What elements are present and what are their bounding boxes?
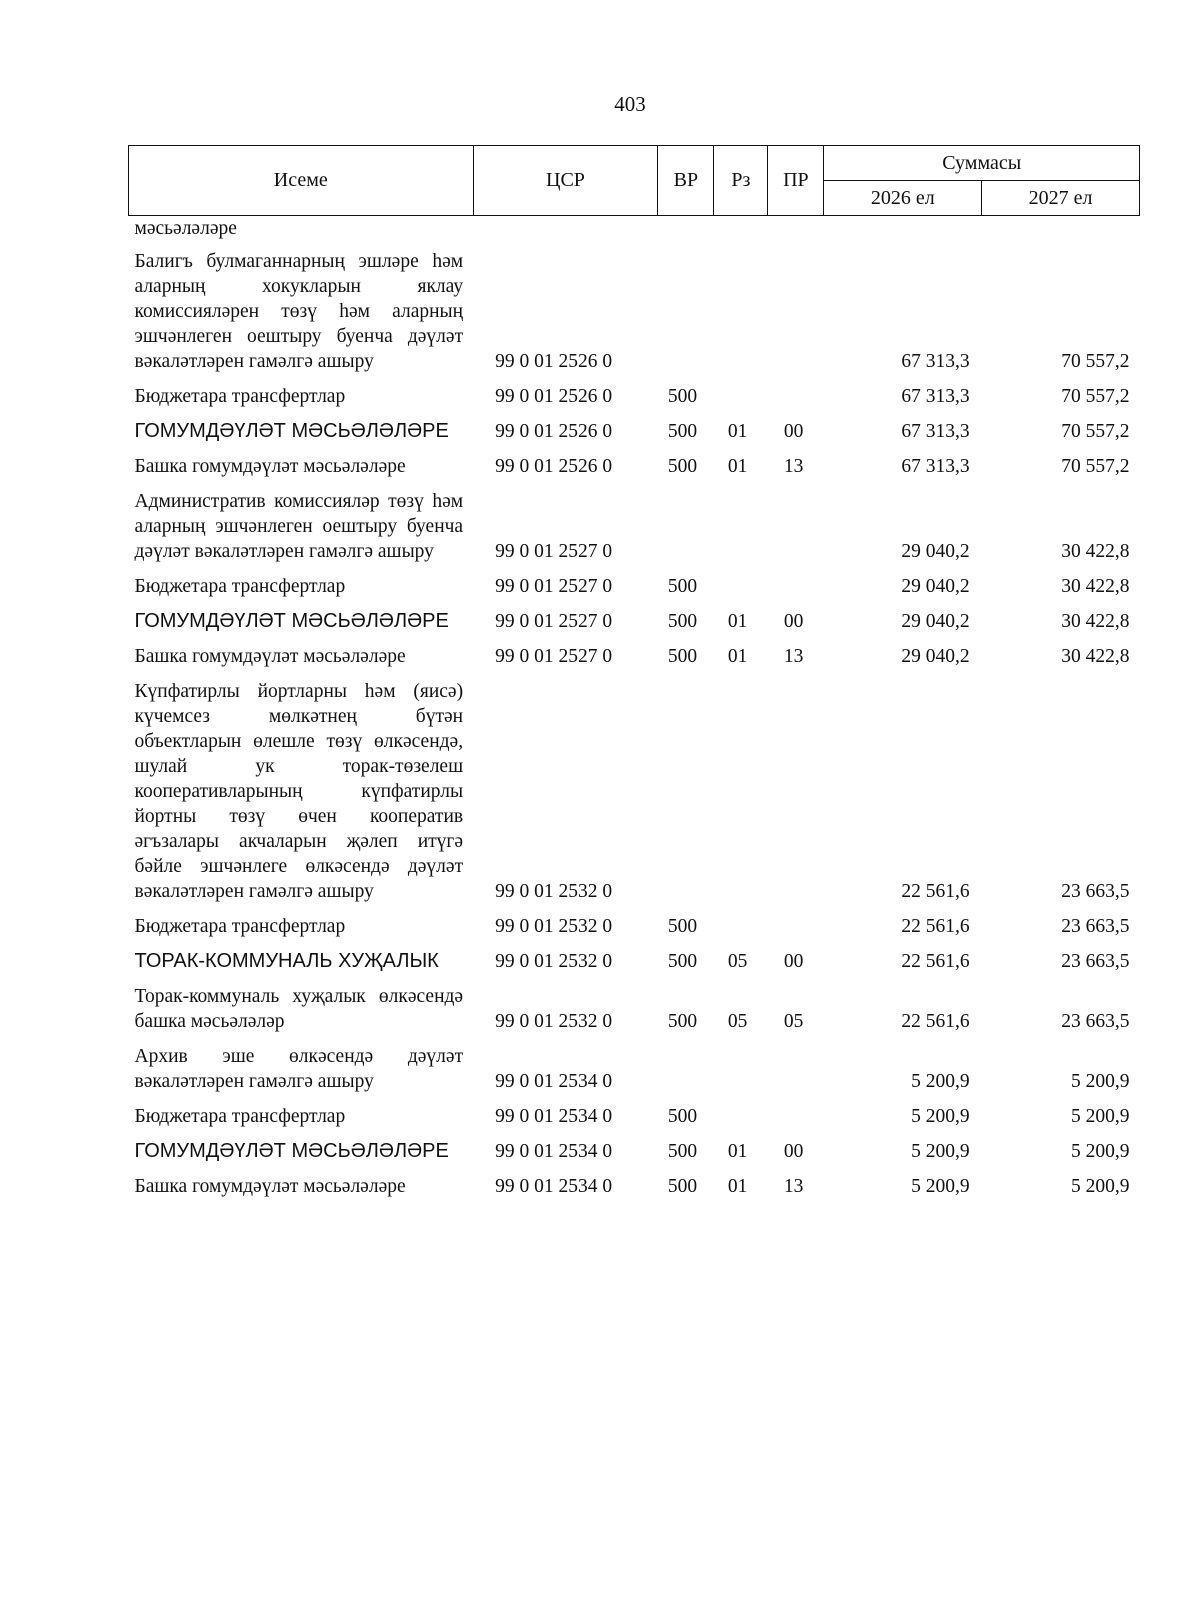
sum-2027-cell (982, 216, 1140, 242)
column-header-rz: Рз (714, 146, 768, 216)
name-cell: Башка гомумдәүләт мәсьәләләре (134, 1176, 406, 1197)
name-cell: мәсьәләләре (134, 218, 237, 239)
sum-2026-cell: 29 040,2 (901, 611, 970, 632)
vr-cell: 500 (667, 1011, 698, 1032)
vr-cell (658, 216, 714, 242)
column-header-name: Исеме (129, 146, 474, 216)
column-header-sums: Суммасы (824, 146, 1140, 181)
sum-2026-cell: 5 200,9 (911, 1106, 970, 1127)
table-row (129, 411, 1140, 446)
csr-cell: 99 0 01 2526 0 (495, 386, 613, 407)
rz-cell: 01 (727, 611, 748, 632)
name-cell: Торак-коммуналь хуҗалык өлкәсендә башка мәсьәләләр (134, 986, 464, 1032)
sum-2027-cell: 5 200,9 (1071, 1071, 1130, 1092)
pr-cell (768, 216, 824, 242)
csr-cell: 99 0 01 2527 0 (495, 541, 613, 562)
sum-2026-cell: 67 313,3 (901, 456, 970, 477)
sum-2026-cell: 5 200,9 (911, 1141, 970, 1162)
sum-2027-cell: 30 422,8 (1061, 611, 1130, 632)
vr-cell (658, 1036, 714, 1096)
sum-2026-cell: 67 313,3 (901, 386, 970, 407)
csr-cell: 99 0 01 2532 0 (495, 881, 613, 902)
name-cell: Бюджетара трансфертлар (134, 916, 346, 937)
csr-cell: 99 0 01 2526 0 (495, 421, 613, 442)
rz-cell: 05 (727, 1011, 748, 1032)
csr-cell: 99 0 01 2527 0 (495, 611, 613, 632)
table-row (129, 906, 1140, 941)
rz-cell: 01 (727, 646, 748, 667)
name-cell: ГОМУМДӘҮЛӘТ МӘСЬӘЛӘЛӘРЕ (134, 610, 449, 632)
page-number: 403 (614, 92, 646, 116)
name-cell: ТОРАК-КОММУНАЛЬ ХУҖАЛЫК (134, 950, 439, 972)
table-row (129, 671, 1140, 906)
sum-2027-cell: 70 557,2 (1061, 421, 1130, 442)
sum-2027-cell: 23 663,5 (1061, 951, 1130, 972)
vr-cell: 500 (667, 611, 698, 632)
vr-cell: 500 (667, 576, 698, 597)
pr-cell (768, 481, 824, 566)
csr-cell: 99 0 01 2532 0 (495, 951, 613, 972)
name-cell: Бюджетара трансфертлар (134, 576, 346, 597)
table-row (129, 601, 1140, 636)
table-row (129, 216, 1140, 242)
name-cell: Административ комиссияләр төзү һәм аларның эшчәнлеген оештыру буенча дәүләт вәкаләтләрен гамәлгә ашыру (134, 491, 464, 562)
table-row (129, 566, 1140, 601)
pr-cell (768, 1036, 824, 1096)
column-header-csr: ЦСР (473, 146, 658, 216)
pr-cell (768, 566, 824, 601)
rz-cell (714, 906, 768, 941)
rz-cell: 01 (727, 1141, 748, 1162)
table-row (129, 481, 1140, 566)
table-row (129, 636, 1140, 671)
table-header (129, 146, 1140, 216)
table-row (129, 1131, 1140, 1166)
table-row (129, 1036, 1140, 1096)
csr-cell: 99 0 01 2534 0 (495, 1176, 613, 1197)
sum-2026-cell: 67 313,3 (901, 351, 970, 372)
name-cell: Башка гомумдәүләт мәсьәләләре (134, 456, 406, 477)
vr-cell: 500 (667, 421, 698, 442)
csr-cell: 99 0 01 2527 0 (495, 576, 613, 597)
pr-cell: 13 (783, 646, 804, 667)
table-row (129, 941, 1140, 976)
pr-cell (768, 1096, 824, 1131)
vr-cell (658, 671, 714, 906)
name-cell: Күпфатирлы йортларны һәм (яисә) күчемсез мөлкәтнең бүтән объектларын өлешле төзү өлкәсендә, шулай ук торак-төзелеш кооперативларының күпфатирлы йортны төзү өчен кооператив әгъзалары акчаларын җәлеп итүгә бәйле эшчәнлеге өлкәсендә дәүләт вәкаләтләрен гамәлгә ашыру (134, 681, 464, 902)
table-row (129, 1166, 1140, 1201)
csr-cell: 99 0 01 2534 0 (495, 1141, 613, 1162)
rz-cell (714, 1096, 768, 1131)
rz-cell (714, 671, 768, 906)
pr-cell (768, 906, 824, 941)
csr-cell: 99 0 01 2532 0 (495, 1011, 613, 1032)
sum-2026-cell: 5 200,9 (911, 1176, 970, 1197)
rz-cell (714, 566, 768, 601)
vr-cell (658, 481, 714, 566)
name-cell: Бюджетара трансфертлар (134, 386, 346, 407)
name-cell: Башка гомумдәүләт мәсьәләләре (134, 646, 406, 667)
rz-cell (714, 481, 768, 566)
vr-cell: 500 (667, 456, 698, 477)
rz-cell: 05 (727, 951, 748, 972)
table-row (129, 241, 1140, 376)
pr-cell: 13 (783, 456, 804, 477)
sum-2026-cell: 22 561,6 (901, 916, 970, 937)
name-cell: ГОМУМДӘҮЛӘТ МӘСЬӘЛӘЛӘРЕ (134, 1140, 449, 1162)
sum-2026-cell: 29 040,2 (901, 576, 970, 597)
column-header-pr: ПР (768, 146, 824, 216)
csr-cell: 99 0 01 2527 0 (495, 646, 613, 667)
column-header-2027: 2027 ел (982, 181, 1140, 216)
name-cell: Бюджетара трансфертлар (134, 1106, 346, 1127)
csr-cell: 99 0 01 2534 0 (495, 1106, 613, 1127)
pr-cell (768, 376, 824, 411)
sum-2027-cell: 23 663,5 (1061, 1011, 1130, 1032)
sum-2027-cell: 30 422,8 (1061, 541, 1130, 562)
vr-cell: 500 (667, 1176, 698, 1197)
pr-cell: 00 (783, 421, 804, 442)
sum-2026-cell (824, 216, 982, 242)
sum-2027-cell: 5 200,9 (1071, 1141, 1130, 1162)
budget-table (128, 145, 1140, 1201)
vr-cell (658, 241, 714, 376)
table-body (129, 216, 1140, 1202)
sum-2027-cell: 23 663,5 (1061, 916, 1130, 937)
pr-cell: 05 (783, 1011, 804, 1032)
vr-cell: 500 (667, 1141, 698, 1162)
rz-cell (714, 1036, 768, 1096)
table-row (129, 446, 1140, 481)
pr-cell: 00 (783, 611, 804, 632)
vr-cell: 500 (667, 951, 698, 972)
rz-cell: 01 (727, 421, 748, 442)
pr-cell: 00 (783, 951, 804, 972)
vr-cell: 500 (667, 386, 698, 407)
name-cell: Балигъ булмаганнарның эшләре һәм аларның хокукларын яклау комиссияләрен төзү һәм аларның эшчәнлеген оештыру буенча дәүләт вәкаләтләрен гамәлгә ашыру (134, 251, 464, 372)
table-row (129, 376, 1140, 411)
sum-2027-cell: 5 200,9 (1071, 1106, 1130, 1127)
rz-cell: 01 (727, 456, 748, 477)
csr-cell (473, 216, 658, 242)
sum-2027-cell: 70 557,2 (1061, 351, 1130, 372)
rz-cell (714, 376, 768, 411)
vr-cell: 500 (667, 916, 698, 937)
rz-cell (714, 241, 768, 376)
pr-cell (768, 671, 824, 906)
column-header-vr: ВР (658, 146, 714, 216)
pr-cell: 00 (783, 1141, 804, 1162)
vr-cell: 500 (667, 646, 698, 667)
pr-cell (768, 241, 824, 376)
sum-2027-cell: 23 663,5 (1061, 881, 1130, 902)
name-cell: ГОМУМДӘҮЛӘТ МӘСЬӘЛӘЛӘРЕ (134, 420, 449, 442)
sum-2026-cell: 29 040,2 (901, 646, 970, 667)
sum-2027-cell: 5 200,9 (1071, 1176, 1130, 1197)
sum-2026-cell: 22 561,6 (901, 951, 970, 972)
csr-cell: 99 0 01 2532 0 (495, 916, 613, 937)
column-header-2026: 2026 ел (824, 181, 982, 216)
table-row (129, 976, 1140, 1036)
csr-cell: 99 0 01 2534 0 (495, 1071, 613, 1092)
sum-2026-cell: 67 313,3 (901, 421, 970, 442)
sum-2026-cell: 29 040,2 (901, 541, 970, 562)
csr-cell: 99 0 01 2526 0 (495, 456, 613, 477)
pr-cell: 13 (783, 1176, 804, 1197)
sum-2026-cell: 22 561,6 (901, 881, 970, 902)
csr-cell: 99 0 01 2526 0 (495, 351, 613, 372)
sum-2027-cell: 30 422,8 (1061, 646, 1130, 667)
sum-2027-cell: 30 422,8 (1061, 576, 1130, 597)
name-cell: Архив эше өлкәсендә дәүләт вәкаләтләрен гамәлгә ашыру (134, 1046, 464, 1092)
sum-2026-cell: 22 561,6 (901, 1011, 970, 1032)
table-row (129, 1096, 1140, 1131)
sum-2027-cell: 70 557,2 (1061, 386, 1130, 407)
sum-2027-cell: 70 557,2 (1061, 456, 1130, 477)
rz-cell (714, 216, 768, 242)
sum-2026-cell: 5 200,9 (911, 1071, 970, 1092)
rz-cell: 01 (727, 1176, 748, 1197)
vr-cell: 500 (667, 1106, 698, 1127)
